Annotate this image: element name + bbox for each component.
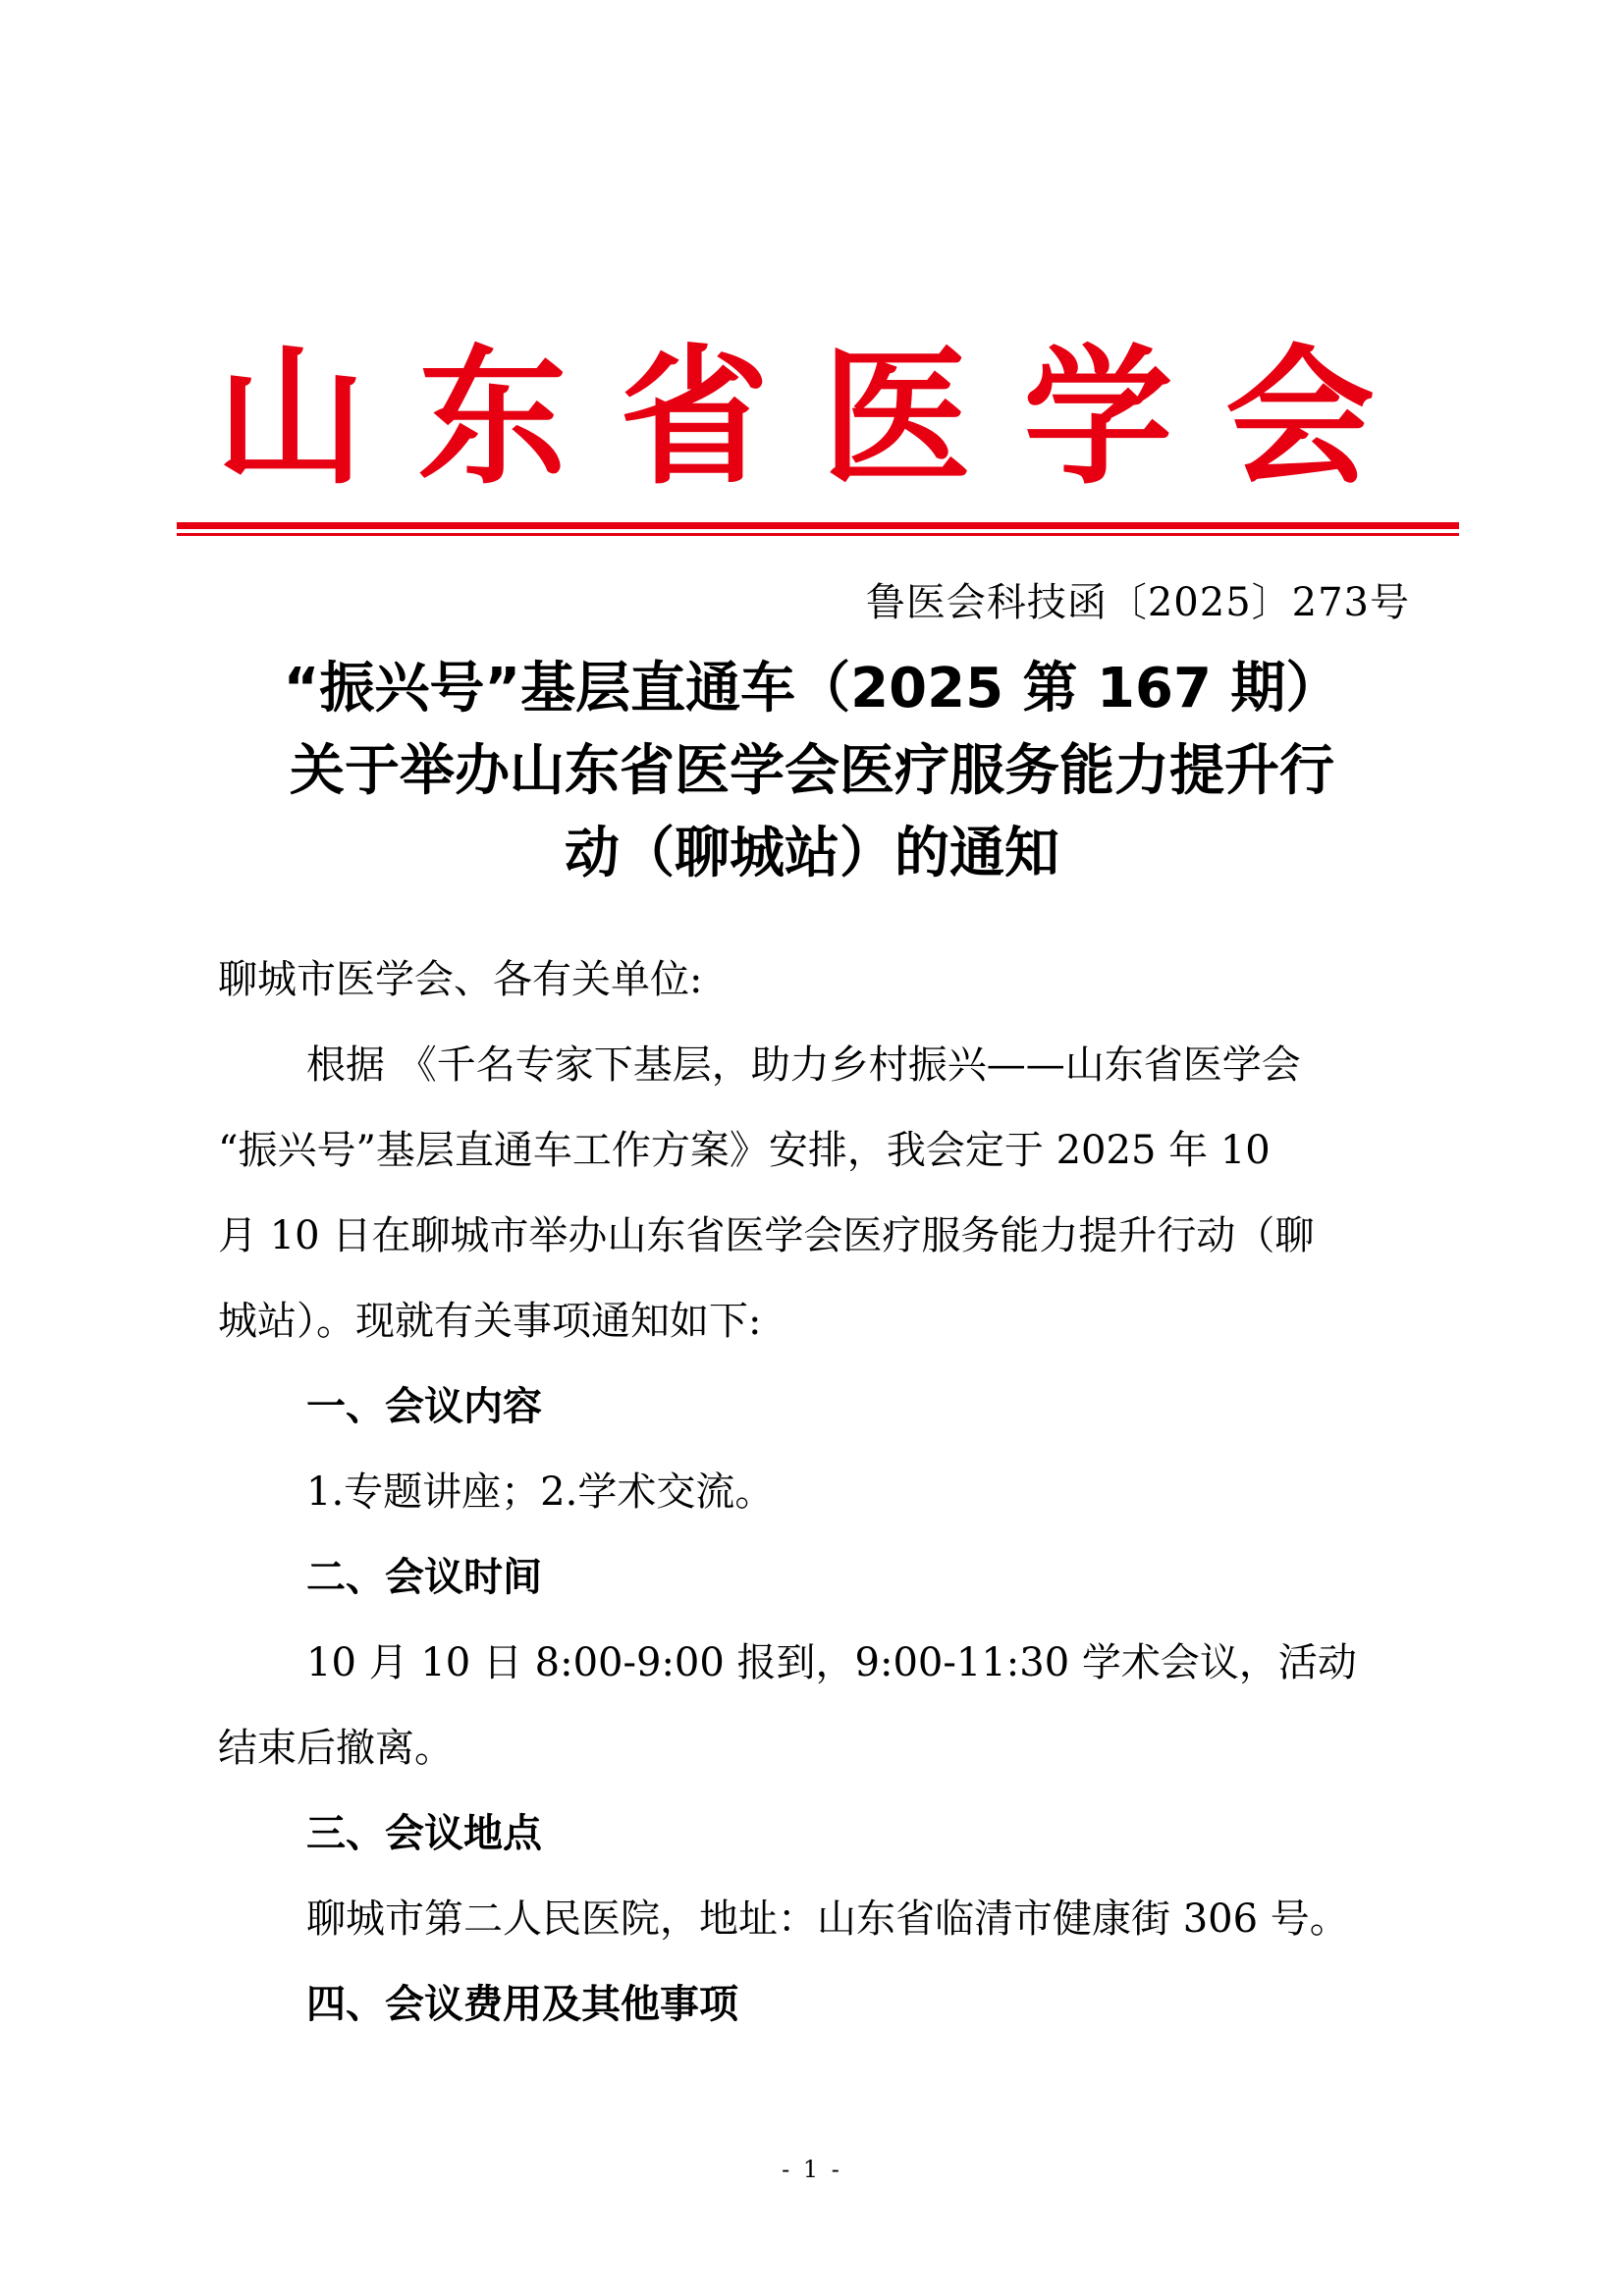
masthead-char: 学 xyxy=(1023,329,1173,505)
masthead-char: 医 xyxy=(821,329,971,505)
masthead-char: 会 xyxy=(1224,329,1375,505)
section-time-text: 10 月 10 日 8:00-9:00 报到，9:00-11:30 学术会议，活动 xyxy=(306,1640,1357,1685)
intro-paragraph-line: “振兴号”基层直通车工作方案》安排，我会定于 2025 年 10 xyxy=(218,1128,1271,1173)
masthead-char: 山 xyxy=(216,329,365,505)
section-heading-fees: 四、会议费用及其他事项 xyxy=(306,1982,738,2027)
document-body xyxy=(218,937,1408,2048)
page-number: - 1 - xyxy=(782,2156,842,2183)
title-line: “振兴号”基层直通车（2025 第 167 期） xyxy=(283,657,1341,721)
masthead-title xyxy=(216,329,1375,505)
masthead-rule-thin xyxy=(177,533,1459,536)
intro-paragraph-line: 城站）。现就有关事项通知如下: xyxy=(218,1299,762,1344)
intro-paragraph-line: 根据 《千名专家下基层，助力乡村振兴——山东省医学会 xyxy=(306,1042,1301,1088)
masthead-char: 省 xyxy=(620,329,770,505)
masthead-char: 东 xyxy=(417,329,568,505)
salutation: 聊城市医学会、各有关单位: xyxy=(218,957,703,1002)
title-line: 动（聊城站）的通知 xyxy=(565,822,1059,885)
title-line: 关于举办山东省医学会医疗服务能力提升行 xyxy=(290,739,1334,803)
document-title xyxy=(216,648,1408,895)
section-heading-content: 一、会议内容 xyxy=(306,1384,542,1429)
section-location-text: 聊城市第二人民医院，地址：山东省临清市健康街 306 号。 xyxy=(306,1896,1349,1942)
section-heading-location: 三、会议地点 xyxy=(306,1811,542,1856)
document-number: 鲁医会科技函〔2025〕273号 xyxy=(865,580,1410,625)
section-heading-time: 二、会议时间 xyxy=(306,1555,542,1600)
intro-paragraph-line: 月 10 日在聊城市举办山东省医学会医疗服务能力提升行动（聊 xyxy=(218,1213,1315,1258)
section-time-text: 结束后撤离。 xyxy=(218,1726,454,1771)
section-content-text: 1.专题讲座；2.学术交流。 xyxy=(306,1469,775,1515)
masthead-rule-thick xyxy=(177,522,1459,529)
